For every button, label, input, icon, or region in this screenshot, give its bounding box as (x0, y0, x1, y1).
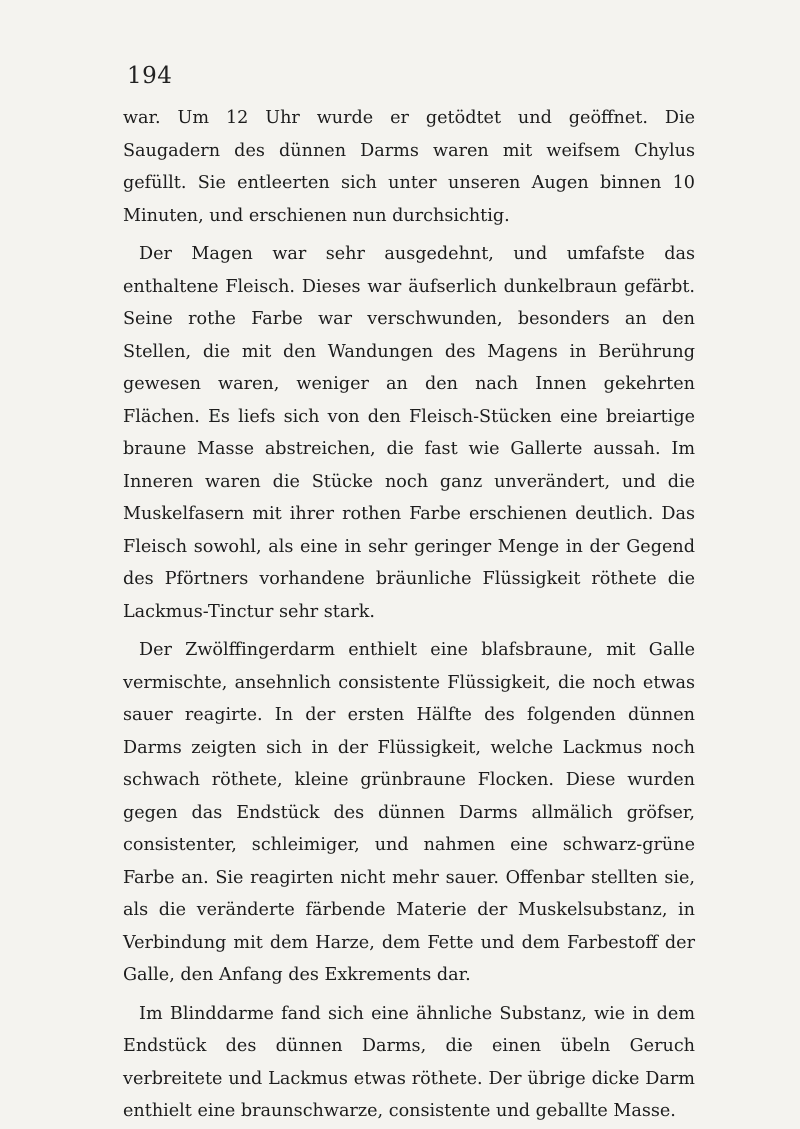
paragraph-3: Der Zwölffingerdarm enthielt eine blafsbraune, mit Galle vermischte, ansehnlich consistente Flüssigkeit, die noch etwas sauer reagirte. In der ersten Hälfte des folgenden dünnen Darms zeigten sich in der Flüssigkeit, welche Lackmus noch schwach röthete, kleine grünbraune Flocken. Diese wurden gegen das Endstück des dünnen Darms allmälich gröfser, consistenter, schleimiger, und nahmen eine schwarz-grüne Farbe an. Sie reagirten nicht mehr sauer. Offenbar stellten sie, als die veränderte färbende Materie der Muskelsubstanz, in Verbindung mit dem Harze, dem Fette und dem Farbestoff der Galle, den Anfang des Exkrements dar. (123, 640, 695, 985)
paragraph-4: Im Blinddarme fand sich eine ähnliche Substanz, wie in dem Endstück des dünnen Darms, die einen übeln Geruch verbreitete und Lackmus etwas röthete. Der übrige dicke Darm enthielt eine braunschwarze, consistente und geballte Masse. (123, 1003, 695, 1121)
paragraph-1: war. Um 12 Uhr wurde er getödtet und geöffnet. Die Saugadern des dünnen Darms waren mit weifsem Chylus gefüllt. Sie entleerten sich unter unseren Augen binnen 10 Minuten, und erschienen nun durchsichtig. (123, 108, 695, 226)
page-number: 194 (127, 63, 173, 89)
body-text (123, 102, 695, 1128)
paragraph-2: Der Magen war sehr ausgedehnt, und umfafste das enthaltene Fleisch. Dieses war äufserlich dunkelbraun gefärbt. Seine rothe Farbe war verschwunden, besonders an den Stellen, die mit den Wandungen des Magens in Berührung gewesen waren, weniger an den nach Innen gekehrten Flächen. Es liefs sich von den Fleisch-Stücken eine breiartige braune Masse abstreichen, die fast wie Gallerte aussah. Im Inneren waren die Stücke noch ganz unverändert, und die Muskelfasern mit ihrer rothen Farbe erschienen deutlich. Das Fleisch sowohl, als eine in sehr geringer Menge in der Gegend des Pförtners vorhandene bräunliche Flüssigkeit röthete die Lackmus-Tinctur sehr stark. (123, 244, 695, 622)
